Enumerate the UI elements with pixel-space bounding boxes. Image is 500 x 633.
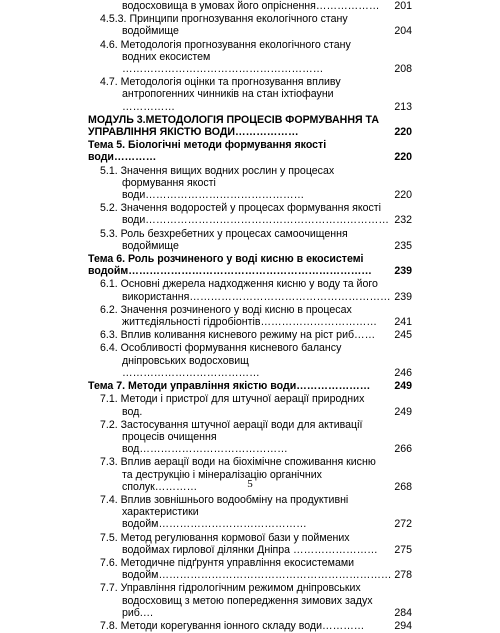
toc-entry [88, 342, 412, 379]
toc-entry [88, 582, 412, 619]
toc-entry-title: 6.4. Особливості формування кисневого балансу дніпровських водосховищ ………………………………… [100, 342, 342, 379]
toc-entry [88, 202, 412, 226]
toc-entry-title: 7.7. Управління гідрологічним режимом дніпровських водосховищ з метою попередження зимових задух риб.… [100, 582, 373, 619]
toc-entry-title: 6.1. Основні джерела надходження кисню у воду та його використання………………………………………………… [100, 278, 391, 303]
toc-entry-page: 239 [394, 290, 412, 303]
toc-entry [88, 278, 412, 302]
toc-entry-title: 7.1. Методи і пристрої для штучної аерації природних вод. [100, 393, 365, 418]
toc-entry-title: 7.2. Застосування штучної аерації води для активації процесів очищення вод…………………………………… [100, 418, 363, 456]
toc-entry [88, 419, 412, 456]
toc-entry-page: 246 [394, 366, 412, 379]
toc-entry-page: 204 [394, 25, 412, 38]
toc-entry-page: 249 [394, 405, 412, 418]
toc-entry [88, 557, 412, 581]
toc-entry [88, 165, 412, 202]
page-number: 5 [247, 478, 253, 490]
toc-entry [88, 13, 412, 37]
toc-entry-page: 284 [394, 606, 412, 619]
toc-entry [88, 228, 412, 252]
toc-entry [88, 304, 412, 328]
toc-entry-title: 5.1. Значення вищих водних рослин у процесах формування якості води……………………………………… [100, 164, 335, 202]
toc-entry [88, 329, 412, 341]
toc-entry-title: 6.2. Значення розчиненого у воді кисню в процесах життєдіяльності гідробіонтів…………………………… [100, 303, 377, 329]
toc-entry-title: 5.2. Значення водоростей у процесах формування якості води…………………………………………………………… [100, 202, 389, 227]
toc-entry-page: 220 [394, 151, 412, 164]
toc-entry-page: 272 [394, 518, 412, 531]
toc-entry-title: 7.8. Методи корегування іонного складу води………… [100, 619, 365, 632]
toc-entry-title: Тема 7. Методи управління якістю води………………… [88, 380, 371, 393]
toc-entry-title: 5.3. Роль безхребетних у процесах самоочищення водоймище [100, 227, 348, 252]
toc-entry-page: 220 [394, 189, 412, 202]
toc-entry [88, 0, 412, 12]
toc-entry-page: 249 [394, 380, 412, 393]
toc-entry [88, 39, 412, 76]
toc-entry [88, 380, 412, 392]
toc-entry-title: 6.3. Вплив коливання кисневого режиму на ріст риб…… [100, 329, 376, 342]
toc-entry-title: 4.7. Методологія оцінки та прогнозування впливу антропогенних чинників на стан іхтіофауни …………… [100, 76, 341, 113]
toc-entry-page: 232 [394, 214, 412, 227]
toc-entry-page: 275 [394, 543, 412, 556]
toc-entry-page: 239 [394, 265, 412, 278]
toc-entry-page: 266 [394, 443, 412, 456]
table-of-contents [88, 0, 412, 633]
toc-entry [88, 393, 412, 417]
toc-entry-title: МОДУЛЬ 3.МЕТОДОЛОГІЯ ПРОЦЕСІВ ФОРМУВАННЯ ТА УПРАВЛІННЯ ЯКІСТЮ ВОДИ……………… [88, 113, 379, 139]
toc-entry-title: 4.6. Методологія прогнозування екологічного стану водних екосистем ………………………………………………… [100, 38, 351, 76]
toc-entry-title: 7.4. Вплив зовнішнього водообміну на продуктивні характеристики водойм…………………………………… [100, 493, 349, 531]
toc-entry-title: водосховища в умовах його опріснення……………… [122, 0, 380, 12]
toc-entry [88, 494, 412, 531]
toc-entry [88, 253, 412, 277]
toc-entry-title: 7.5. Метод регулювання кормової бази у поймених водоймах гирлової ділянки Дніпра …………………… [100, 531, 378, 556]
toc-entry-page: 241 [394, 316, 412, 329]
toc-entry-page: 201 [394, 0, 412, 12]
toc-entry-page: 245 [394, 329, 412, 342]
toc-entry-page: 278 [394, 569, 412, 582]
toc-entry-page: 294 [394, 619, 412, 632]
toc-entry [88, 620, 412, 632]
toc-entry-page: 268 [394, 480, 412, 493]
toc-entry-title: 7.6. Методичне підґрунтя управління екосистемами водойм………………………………………………………… [100, 556, 392, 582]
toc-entry-page: 208 [394, 63, 412, 76]
toc-entry-title: 4.5.3. Принципи прогнозування екологічного стану водоймище [100, 13, 348, 38]
toc-entry-page: 220 [394, 126, 412, 139]
toc-entry-title: Тема 5. Біологічні методи формування якості води………… [88, 139, 327, 164]
toc-entry-page: 235 [394, 239, 412, 252]
toc-entry-title: Тема 6. Роль розчиненого у воді кисню в екосистемі водойм…………………………………………………………… [88, 253, 372, 278]
toc-entry [88, 114, 412, 138]
toc-entry-title: 7.3. Вплив аерації води на біохімічне споживання кисню та деструкцію і мінералізацію органічних сполук………… [100, 456, 376, 493]
toc-entry [88, 76, 412, 113]
toc-entry [88, 139, 412, 163]
toc-entry-page: 213 [394, 100, 412, 113]
toc-entry [88, 532, 412, 556]
